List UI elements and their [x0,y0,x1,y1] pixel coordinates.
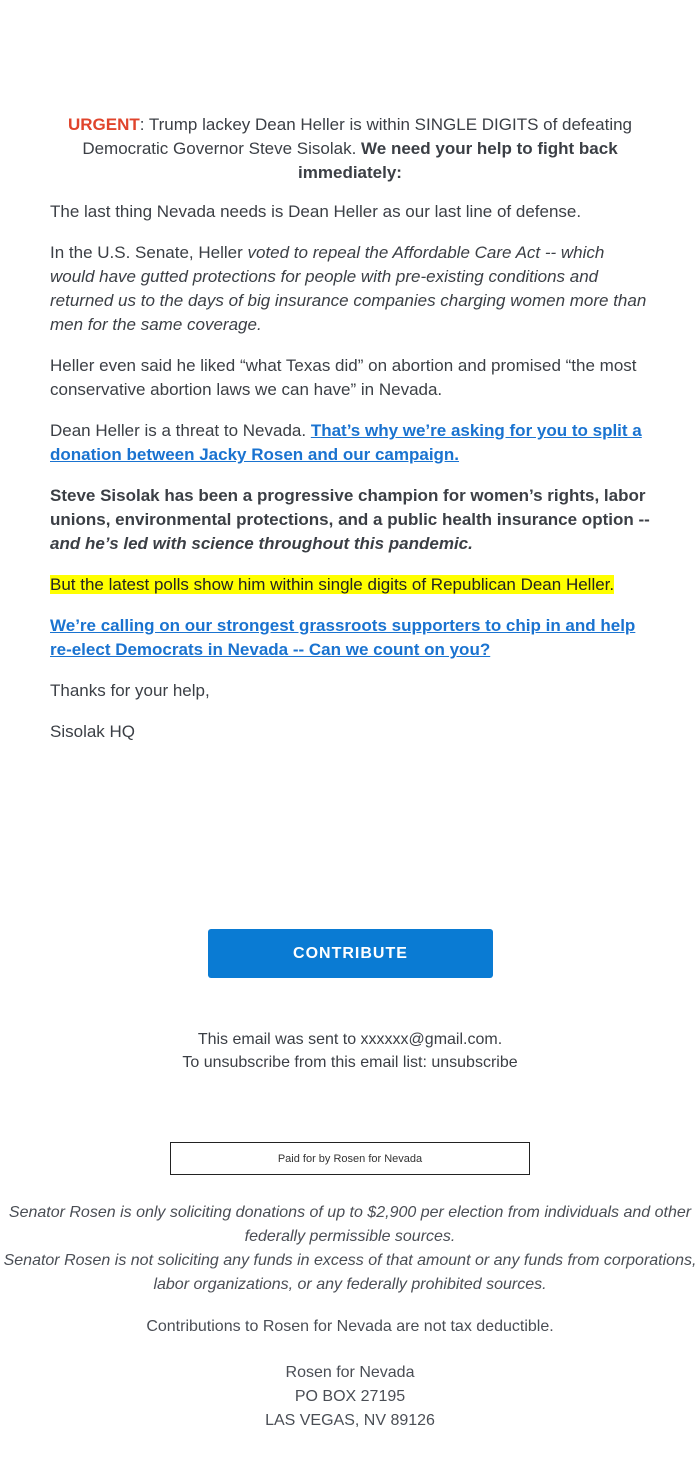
intro-text: : Trump lackey Dean Heller is within SINGLE DIGITS of defeating Democratic Governor Steve Sisolak. [82,115,633,158]
disclaimer [0,1201,700,1297]
address-line-1: Rosen for Nevada [285,1364,415,1381]
signature: Sisolak HQ [50,722,136,741]
highlighted-text: But the latest polls show him within single digits of Republican Dean Heller. [50,575,615,594]
p5-text: Steve Sisolak has been a progressive champion for women’s rights, labor unions, environmental protections, and a public health insurance option -- [50,486,650,529]
address-line-3: LAS VEGAS, NV 89126 [265,1412,435,1429]
body-paragraph-4 [50,419,650,467]
email-body [50,200,650,761]
sent-notice [0,1028,700,1074]
intro-paragraph [50,113,650,185]
p5-italic-text: and he’s led with science throughout this pandemic. [50,534,473,553]
chip-in-link[interactable]: We’re calling on our strongest grassroots supporters to chip in and help re-elect Democrats in Nevada -- Can we count on you? [50,616,636,659]
unsubscribe-line [0,1051,700,1074]
disclaimer-line-2: Senator Rosen is not soliciting any funds in excess of that amount or any funds from corporations, labor organizations, or any federally prohibited sources. [3,1252,697,1293]
unsubscribe-text: To unsubscribe from this email list: [182,1054,432,1071]
disclaimer-line-1: Senator Rosen is only soliciting donations of up to $2,900 per election from individuals and other federally permissible sources. [8,1204,692,1245]
body-paragraph-7 [50,614,650,662]
tax-notice: Contributions to Rosen for Nevada are not tax deductible. [146,1318,554,1335]
body-paragraph-5 [50,484,650,556]
body-paragraph-2 [50,241,650,337]
mailing-address [0,1361,700,1433]
body-paragraph-6 [50,573,650,597]
body-paragraph-1: The last thing Nevada needs is Dean Heller as our last line of defense. [50,202,582,221]
intro-bold-text: We need your help to fight back immediately: [298,139,618,182]
p2-italic-text: voted to repeal the Affordable Care Act -- which would have gutted protections for people with pre-existing conditions and returned us to the days of big insurance companies charging women more than men for the same coverage. [50,243,647,334]
paid-for-box: Paid for by Rosen for Nevada [170,1142,530,1175]
sent-to-text: This email was sent to xxxxxx@gmail.com. [197,1031,503,1048]
body-paragraph-3: Heller even said he liked “what Texas did” on abortion and promised “the most conservative abortion laws we can have” in Nevada. [50,356,637,399]
p2-text: In the U.S. Senate, Heller [50,243,248,262]
thanks-line: Thanks for your help, [50,681,210,700]
split-donation-link[interactable]: That’s why we’re asking for you to split a donation between Jacky Rosen and our campaign. [50,421,642,464]
address-line-2: PO BOX 27195 [294,1388,406,1405]
contribute-button[interactable]: CONTRIBUTE [208,929,493,978]
p4-text: Dean Heller is a threat to Nevada. [50,421,311,440]
urgent-label: URGENT [67,115,140,134]
unsubscribe-link[interactable]: unsubscribe [431,1054,518,1071]
